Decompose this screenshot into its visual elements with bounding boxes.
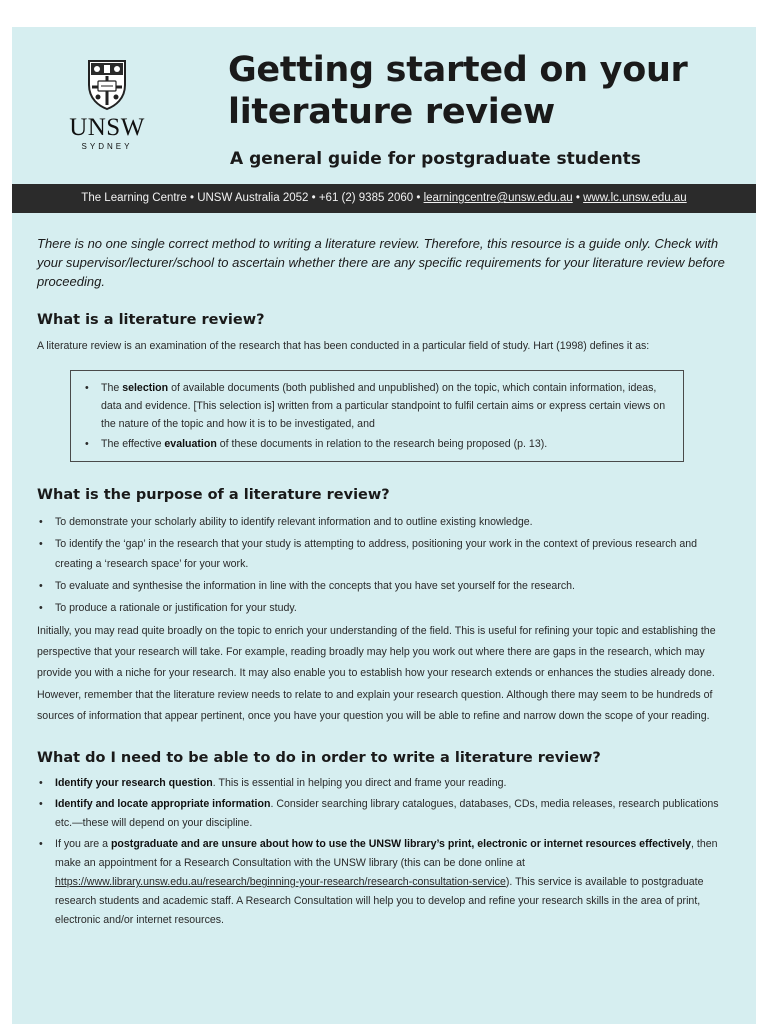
- heading-purpose: What is the purpose of a literature review?: [37, 487, 390, 503]
- list-item: • To produce a rationale or justification for your study.: [37, 598, 732, 618]
- title-line-1: Getting started on your: [228, 50, 688, 90]
- list-item: • To identify the ‘gap’ in the research that your study is attempting to address, positioning your work in the context of previous research and creating a ‘research space’ for your work.: [37, 534, 732, 574]
- contact-prefix: The Learning Centre • UNSW Australia 2052 • +61 (2) 9385 2060 •: [81, 192, 424, 204]
- quote-item: • The selection of available documents (both published and unpublished) on the topic, which contain information, ideas, data and evidence. [This selection is] written from a particular standpoint to fulfil certain aims or express certain views on the nature of the topic and how it is to be investigated, and: [83, 379, 669, 433]
- quote-item: • The effective evaluation of these documents in relation to the research being proposed (p. 13).: [83, 435, 669, 453]
- website-link[interactable]: www.lc.unsw.edu.au: [583, 192, 687, 204]
- reading-paragraph: Initially, you may read quite broadly on the topic to enrich your understanding of the field. This is useful for refining your topic and establishing the perspective that your research will take. For example, reading broadly may help you work out where there are gaps in the research, which may provide you with a niche for your research. It may also enable you to establish how your research extends or enhances the studies already done.: [37, 625, 716, 679]
- list-item: • To demonstrate your scholarly ability to identify relevant information and to outline existing knowledge.: [37, 512, 732, 532]
- contact-bar: [12, 184, 756, 213]
- skills-list: [37, 774, 732, 930]
- document-body: [12, 234, 756, 930]
- page-subtitle: A general guide for postgraduate students: [230, 149, 641, 169]
- research-question-paragraph: However, remember that the literature review needs to relate to and explain your research question. Although there may seem to be hundreds of sources of information that appear pertinent, once you have your question you will be able to refine and narrow down the scope of your reading.: [37, 689, 713, 722]
- definition-quote-box: [70, 370, 684, 462]
- list-item: • To evaluate and synthesise the information in line with the concepts that you have set yourself for the research.: [37, 576, 732, 596]
- unsw-crest-icon: [87, 59, 127, 111]
- document-page: [12, 27, 756, 1024]
- list-item: • If you are a postgraduate and are unsure about how to use the UNSW library’s print, electronic or internet resources effectively, then make an appointment for a Research Consultation with the UNSW library (this can be done online at https://www.library.unsw.edu.au/research/beginning-your-research/research-consultation-service). This service is available to postgraduate research students and academic staff. A Research Consultation will help you to develop and refine your research skills in the area of print, electronic and/or internet resources.: [37, 835, 732, 930]
- list-item: • Identify and locate appropriate information. Consider searching library catalogues, databases, CDs, media releases, research publications etc.—these will depend on your discipline.: [37, 795, 732, 833]
- contact-separator: •: [572, 192, 584, 204]
- email-link[interactable]: learningcentre@unsw.edu.au: [423, 192, 573, 204]
- purpose-list: [37, 512, 732, 618]
- title-line-2: literature review: [228, 92, 555, 132]
- heading-what-is-literature-review: What is a literature review?: [37, 312, 265, 328]
- list-item: • Identify your research question. This is essential in helping you direct and frame your reading.: [37, 774, 732, 793]
- consultation-link[interactable]: https://www.library.unsw.edu.au/research/beginning-your-research/research-consultation-service: [55, 876, 506, 888]
- logo-name: UNSW: [69, 114, 145, 141]
- page-title: [228, 49, 688, 133]
- logo-sub: SYDNEY: [81, 142, 133, 151]
- unsw-logo: [57, 59, 157, 151]
- header: [12, 27, 756, 184]
- heading-what-do-i-need: What do I need to be able to do in order to write a literature review?: [37, 750, 601, 766]
- definition-intro: A literature review is an examination of the research that has been conducted in a particular field of study. Hart (1998) defines it as:: [37, 340, 650, 352]
- intro-paragraph: There is no one single correct method to writing a literature review. Therefore, this resource is a guide only. Check with your supervisor/lecturer/school to ascertain whether there are any specific requirements for your literature review before proceeding.: [37, 236, 725, 289]
